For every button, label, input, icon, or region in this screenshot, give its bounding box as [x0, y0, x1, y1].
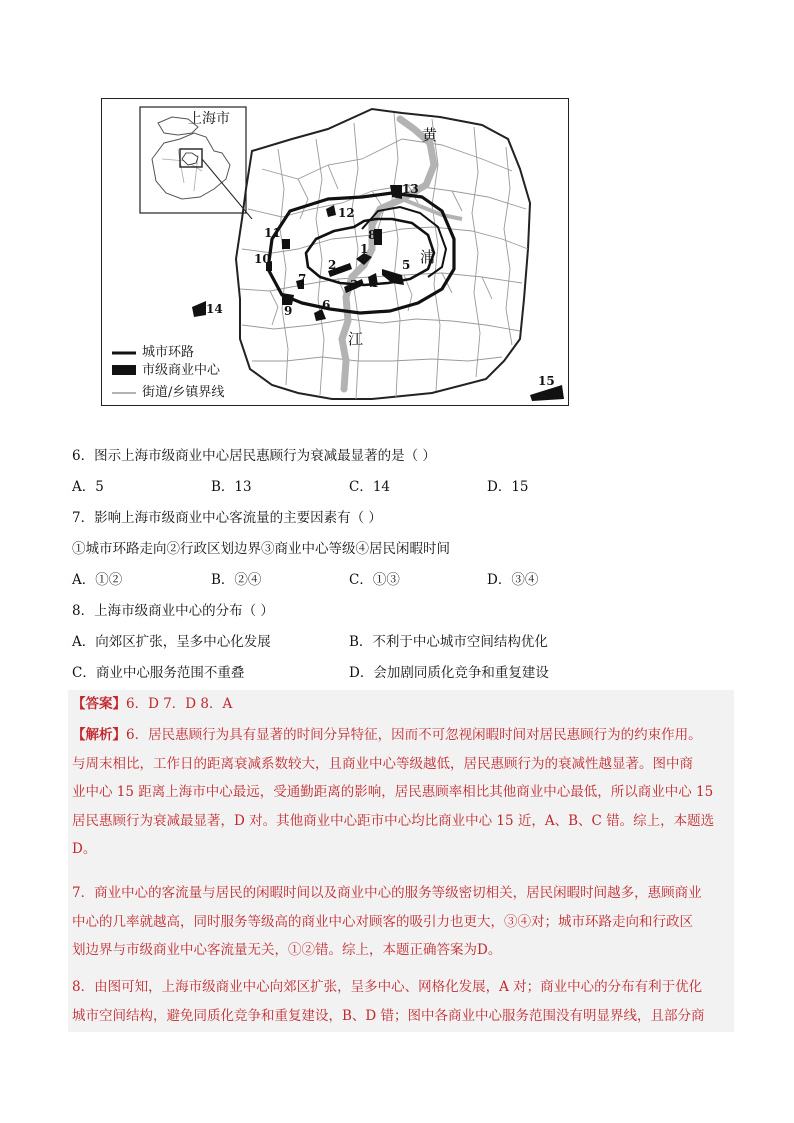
legend-ring-road-label: 城市环路: [142, 345, 195, 360]
legend-center-swatch: [112, 365, 136, 375]
river-char-pu: 浦: [420, 248, 436, 266]
center-label-9: 9: [284, 304, 293, 318]
center-label-7: 7: [298, 272, 307, 286]
analysis-6-line-2: 与周末相比，工作日的距离衰减系数较大，且商业中心等级越低，居民惠顾行为的衰减性越显著。图中商: [72, 755, 693, 772]
analysis-6-line-1-text: 6．居民惠顾行为具有显著的时间分异特征，因而不可忽视闲暇时间对居民惠顾行为的约束作用。: [126, 727, 702, 743]
street-boundaries: [240, 113, 528, 399]
question-7-factors: ①城市环路走向②行政区划边界③商业中心等级④居民闲暇时间: [72, 541, 450, 557]
center-label-15: 15: [538, 374, 555, 388]
shanghai-commercial-center-map: [101, 98, 569, 406]
question-8-option-a: A．向郊区扩张，呈多中心化发展: [72, 634, 271, 650]
analysis-8-line-2: 城市空间结构，避免同质化竞争和重复建设，B、D 错；图中各商业中心服务范围没有明显界线，且部分商: [72, 1007, 705, 1024]
center-label-6: 6: [322, 298, 331, 312]
analysis-7-line-2: 中心的几率就越高，同时服务等级高的商业中心对顾客的吸引力也更大，③④对；城市环路走向和行政区: [72, 913, 693, 930]
question-7-stem: 7．影响上海市级商业中心客流量的主要因素有（ ）: [72, 510, 382, 526]
question-7-option-d: D．③④: [487, 572, 539, 588]
analysis-6-line-4: 居民惠顾行为衰减最显著，D 对。其他商业中心距市中心均比商业中心 15 近，A、B、C 错。综上，本题选: [72, 812, 715, 829]
river-char-jiang: 江: [348, 330, 364, 348]
center-label-12: 12: [338, 206, 355, 220]
center-label-11: 11: [264, 226, 281, 240]
center-label-1: 1: [360, 242, 369, 256]
center-mark-13: [390, 185, 402, 199]
center-mark-12: [326, 205, 336, 217]
question-6-option-b: B．13: [211, 479, 252, 495]
analysis-8-line-1: 8．由图可知，上海市级商业中心向郊区扩张，呈多中心、网格化发展，A 对；商业中心的分布有利于优化: [72, 979, 703, 995]
question-7-option-a: A．①②: [72, 572, 123, 588]
answer-text: 6．D 7．D 8．A: [126, 696, 233, 712]
analysis-6-line-5: D。: [72, 841, 97, 857]
analysis-tag: 【解析】: [72, 727, 126, 743]
legend-boundary-label: 街道/乡镇界线: [142, 385, 225, 400]
outer-district-boundary: [236, 109, 530, 399]
center-label-5: 5: [402, 258, 411, 272]
question-7-option-b: B．②④: [211, 572, 262, 588]
question-6-stem: 6．图示上海市级商业中心居民惠顾行为衰减最显著的是（ ）: [72, 448, 436, 464]
question-8-option-b: B．不利于中心城市空间结构优化: [349, 634, 548, 650]
question-8-option-c: C．商业中心服务范围不重叠: [72, 665, 245, 681]
answer-tag: 【答案】: [72, 696, 126, 712]
inset-label: 上海市: [188, 111, 230, 127]
center-label-10: 10: [254, 252, 271, 266]
center-label-8: 8: [368, 228, 377, 242]
analysis-7-line-1: 7．商业中心的客流量与居民的闲暇时间以及商业中心的服务等级密切相关，居民闲暇时间越多，惠顾商业: [72, 885, 702, 901]
analysis-7-line-3: 划边界与市级商业中心客流量无关，①②错。综上，本题正确答案为D。: [72, 942, 502, 958]
question-8-stem: 8．上海市级商业中心的分布（ ）: [72, 603, 274, 619]
analysis-paragraph-8: [72, 973, 732, 1030]
center-label-2: 2: [328, 258, 337, 272]
center-mark-11: [282, 239, 290, 249]
analysis-paragraph-7: [72, 879, 732, 965]
center-label-14: 14: [206, 302, 223, 316]
center-mark-14: [192, 301, 206, 317]
center-label-13: 13: [402, 182, 419, 196]
question-7-option-c: C．①③: [349, 572, 400, 588]
question-8-option-d: D．会加剧同质化竞争和重复建设: [349, 665, 549, 681]
legend-center-label: 市级商业中心: [142, 363, 221, 378]
analysis-6-line-1: [72, 721, 732, 750]
center-label-3: 3: [350, 278, 359, 292]
answer-line: [72, 694, 232, 714]
analysis-paragraph-6: [72, 721, 732, 864]
river-char-huang: 黄: [422, 126, 438, 144]
analysis-6-line-3: 业中心 15 距离上海市中心最远，受通勤距离的影响，居民惠顾率相比其他商业中心最低，所以商业中心 15: [72, 784, 714, 800]
question-6-option-c: C．14: [349, 479, 391, 495]
question-6-option-a: A．5: [72, 479, 104, 495]
center-label-4: 4: [370, 276, 379, 290]
question-6-option-d: D．15: [487, 479, 529, 495]
